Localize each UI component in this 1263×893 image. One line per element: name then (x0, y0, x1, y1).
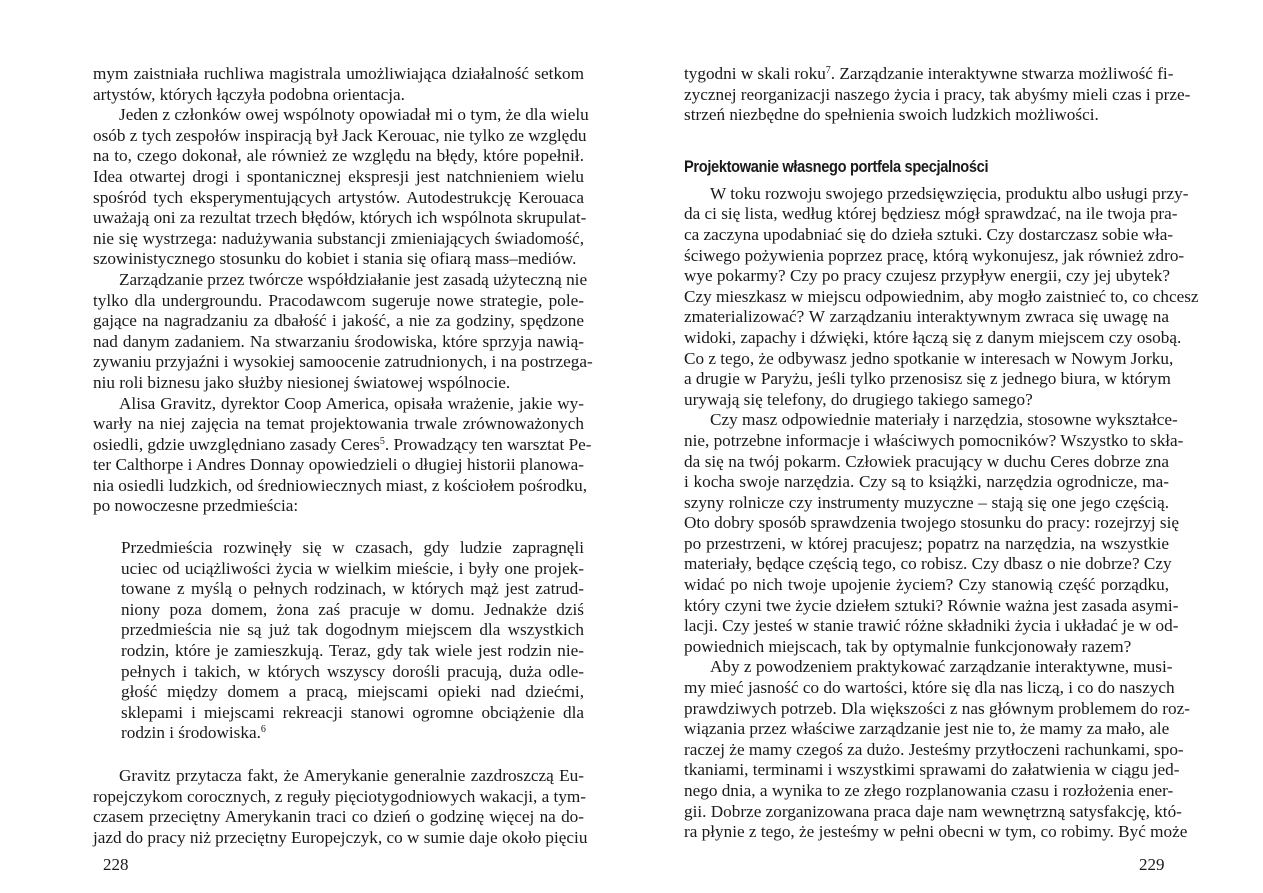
page-number: 228 (103, 855, 129, 874)
text-line: nie się wystrzega: nadużywania substancji zmieniających świadomość, (93, 228, 584, 248)
text-line (93, 434, 592, 456)
left-page-text-column (93, 64, 593, 848)
text-line: prawdziwych potrzeb. Dla większości z nas głównym problemem do roz- (684, 698, 1190, 718)
text-line: nego dnia, a wynika to ze złego rozplanowania czasu i rozłożenia ener- (684, 781, 1174, 800)
quote-line: pełnych i takich, w których wszyscy dorośli pracują, duża odle- (121, 661, 584, 681)
text-line: zmaterializować? W zarządzaniu interaktywnym zwraca się uwagę na (684, 307, 1169, 327)
quote-line: rodzin, które je zamieszkują. Teraz, gdy tak wiele jest rodzin nie- (121, 641, 584, 661)
page-number: 229 (1139, 855, 1165, 874)
text-line: i kocha swoje narzędzia. Czy są to książki, narzędzia ogrodnicze, ma- (684, 472, 1169, 492)
quote-line: uciec od uciążliwości życia w wielkim mieście, i były one projek- (121, 558, 584, 578)
quote-line: towane z myślą o pełnych rodzinach, w których mąż jest zatrud- (121, 579, 584, 599)
block-quote (121, 538, 584, 744)
footnote-ref: 5 (379, 435, 385, 447)
text-line: my mieć jasność co do wartości, które się dla nas liczą, i co do naszych (684, 678, 1175, 698)
text-line: tkaniami, terminami i wszystkimi sprawami do załatwienia w ciągu jed- (684, 760, 1180, 780)
text-line: tylko dla undergroundu. Pracodawcom sugeruje nowe strategie, pole- (93, 290, 584, 310)
text-line: Co z tego, że odbywasz jedno spotkanie w interesach w Nowym Jorku, (684, 348, 1174, 368)
quote-line: niony poza domem, żona zaś pracuje w domu. Jednakże dziś (121, 599, 584, 619)
text-line: Oto dobry sposób sprawdzenia twojego stosunku do pracy: rozejrzyj się (684, 513, 1179, 533)
text-line: nia osiedli ludzkich, od średniowiecznych miast, z kościołem pośrodku, (93, 475, 588, 495)
text-line: da się na twój pokarm. Człowiek pracujący w duchu Ceres dobrze zna (684, 451, 1169, 471)
text-line: zywaniu przyjaźni i wysokiej samoocenie zatrudnionych, i na postrzega- (93, 352, 593, 372)
text-line: po nowoczesne przedmieścia: (93, 496, 299, 516)
text-fragment: osiedli, gdzie uwzględniano zasady Ceres (93, 434, 380, 454)
text-line: szyny rolnicze czy instrumenty muzyczne – stają się one jego częścią. (684, 492, 1169, 512)
text-line: ca zaczyna upodabniać się do dzieła sztuki. Czy dostarczasz sobie wła- (684, 224, 1174, 244)
text-line: mym zaistniała ruchliwa magistrala umożliwiająca działalność setkom (93, 64, 584, 83)
text-line: Aby z powodzeniem praktykować zarządzanie interaktywne, musi- (710, 657, 1173, 677)
text-line: powiednich miejscach, tak by optymalnie funkcjonowały razem? (684, 636, 1132, 656)
right-page (631, 0, 1263, 893)
text-fragment: tygodni w skali roku (684, 64, 826, 83)
text-line: spośród tych eksperymentujących artystów. Autodestrukcję Kerouaca (93, 187, 584, 207)
text-line: strzeń niezbędne do spełnienia swoich ludzkich możliwości. (684, 105, 1099, 125)
text-line: warły na niej zajęcia na temat projektowania trwale zrównoważonych (93, 414, 584, 434)
text-line: W toku rozwoju swojego przedsięwzięcia, produktu albo usługi przy- (710, 183, 1189, 203)
text-line: który czyni twe życie dziełem sztuki? Równie ważna jest zasada asymi- (684, 595, 1179, 615)
text-line: artystów, których łączyła podobna orientacja. (93, 84, 405, 104)
text-line: materiały, będące częścią tego, co robisz. Czy dbasz o nie dobrze? Czy (684, 554, 1172, 574)
text-line: a drugie w Paryżu, jeśli tylko przenosisz się z jednego biura, w którym (684, 369, 1171, 389)
text-line: Zarządzanie przez twórcze współdziałanie jest zasadą użyteczną nie (119, 269, 588, 289)
text-line: da ci się lista, według której będziesz mógł sprawdzać, na ile twoja pra- (684, 204, 1178, 224)
right-page-text-column (684, 64, 1199, 843)
text-line: urywają się telefony, do drugiego takiego samego? (684, 389, 1033, 409)
spacer (684, 126, 1169, 156)
text-line: zycznej reorganizacji naszego życia i pracy, tak abyśmy mieli czas i prze- (684, 84, 1191, 104)
text-fragment: rodzin i środowiska. (121, 723, 261, 743)
text-line: gające na nagradzaniu za dbałość i jakość, a nie za godziny, spędzone (93, 311, 584, 331)
text-line: uważają oni za rezultat trzech błędów, których ich wspólnota skrupulat- (93, 208, 587, 228)
text-line: nie, potrzebne informacje i właściwych pomocników? Wszystko to skła- (684, 430, 1184, 450)
left-page (0, 0, 631, 893)
footnote-ref: 7 (825, 65, 831, 76)
text-line: wiązania przez właściwe zarządzanie jest nie to, że mamy za mało, ale (684, 719, 1170, 739)
text-line (684, 64, 1174, 85)
text-line: osób z tych zespołów inspiracją był Jack Kerouac, nie tylko ze względu (93, 125, 587, 145)
quote-line: Przedmieścia rozwinęły się w czasach, gdy ludzie zapragnęli (121, 538, 584, 558)
text-line: Czy mieszkasz w miejscu odpowiednim, aby mogło zaistnieć to, co chcesz (684, 286, 1199, 306)
text-fragment: . Zarządzanie interaktywne stwarza możliwość fi- (830, 64, 1174, 83)
text-line: nad danym zadaniem. Na stwarzaniu środowiska, które sprzyja nawią- (93, 331, 584, 351)
text-line: Alisa Gravitz, dyrektor Coop America, opisała wrażenie, jakie wy- (119, 393, 584, 413)
text-fragment: . Prowadzący ten warsztat Pe- (384, 434, 592, 454)
text-line: ropejczykom corocznych, z reguły pięciotygodniowych wakacji, a tym- (93, 786, 587, 806)
text-line: ra płynie z tego, że jesteśmy w pełni obecni w tym, co robimy. Być może (684, 822, 1188, 842)
text-line: Jeden z członków owej wspólnoty opowiadał mi o tym, że dla wielu (119, 105, 589, 125)
text-line: szowinistycznego stosunku do kobiet i stania się ofiarą mass–mediów. (93, 249, 577, 269)
spacer (93, 744, 584, 766)
text-line: Idea otwartej drogi i spontanicznej ekspresji jest natchnieniem wielu (93, 166, 584, 186)
text-line: Gravitz przytacza fakt, że Amerykanie generalnie zazdroszczą Eu- (119, 766, 584, 785)
text-line: gii. Dobrze zorganizowana praca daje nam wewnętrzną satysfakcję, któ- (684, 801, 1182, 821)
text-line: jazd do pracy niż przeciętny Europejczyk, co w sumie daje około pięciu (93, 827, 588, 847)
spacer (93, 517, 584, 538)
text-line: widać po nich twoje upojenie życiem? Czy stanowią część porządku, (684, 575, 1169, 595)
text-line: wye pokarmy? Czy po pracy czujesz przypływ energii, czy jej ubytek? (684, 266, 1170, 286)
text-line: czasem przeciętny Amerykanin traci co dzień o godzinę więcej na do- (93, 807, 584, 827)
text-line: niu roli biznesu jako służby niesionej światowej wspólnocie. (93, 372, 511, 392)
text-line: lacji. Czy jesteś w stanie trawić różne składniki życia i układać je w od- (684, 616, 1179, 636)
text-line: Czy masz odpowiednie materiały i narzędzia, stosowne wykształce- (710, 410, 1178, 430)
quote-line: przedmieścia nie są już tak dogodnym miejscem dla wszystkich (121, 620, 584, 640)
text-line: po przestrzeni, w której pracujesz; popatrz na narzędzia, na wszystkie (684, 533, 1169, 553)
quote-line: głość między domem a pracą, miejscami opieki nad dziećmi, (121, 682, 584, 702)
text-line: ściwego pożywienia poprzez pracę, którą wykonujesz, jak również zdro- (684, 245, 1185, 265)
quote-line (121, 723, 584, 744)
footnote-ref: 6 (260, 724, 266, 736)
quote-line: sklepami i miejscami rekreacji stanowi ogromne obciążenie dla (121, 702, 584, 722)
text-line: widoki, zapachy i dźwięki, które łączą się z danym miejscem czy osobą. (684, 327, 1182, 347)
text-line: ter Calthorpe i Andres Donnay opowiedzieli o długiej historii planowa- (93, 455, 584, 475)
text-line: raczej że mamy czegoś za dużo. Jesteśmy przytłoczeni rachunkami, spo- (684, 739, 1184, 759)
text-line: na to, czego dokonał, ale również ze względu na błędy, które popełnił. (93, 146, 584, 166)
section-heading: Projektowanie własnego portfela specjalności (684, 156, 989, 176)
